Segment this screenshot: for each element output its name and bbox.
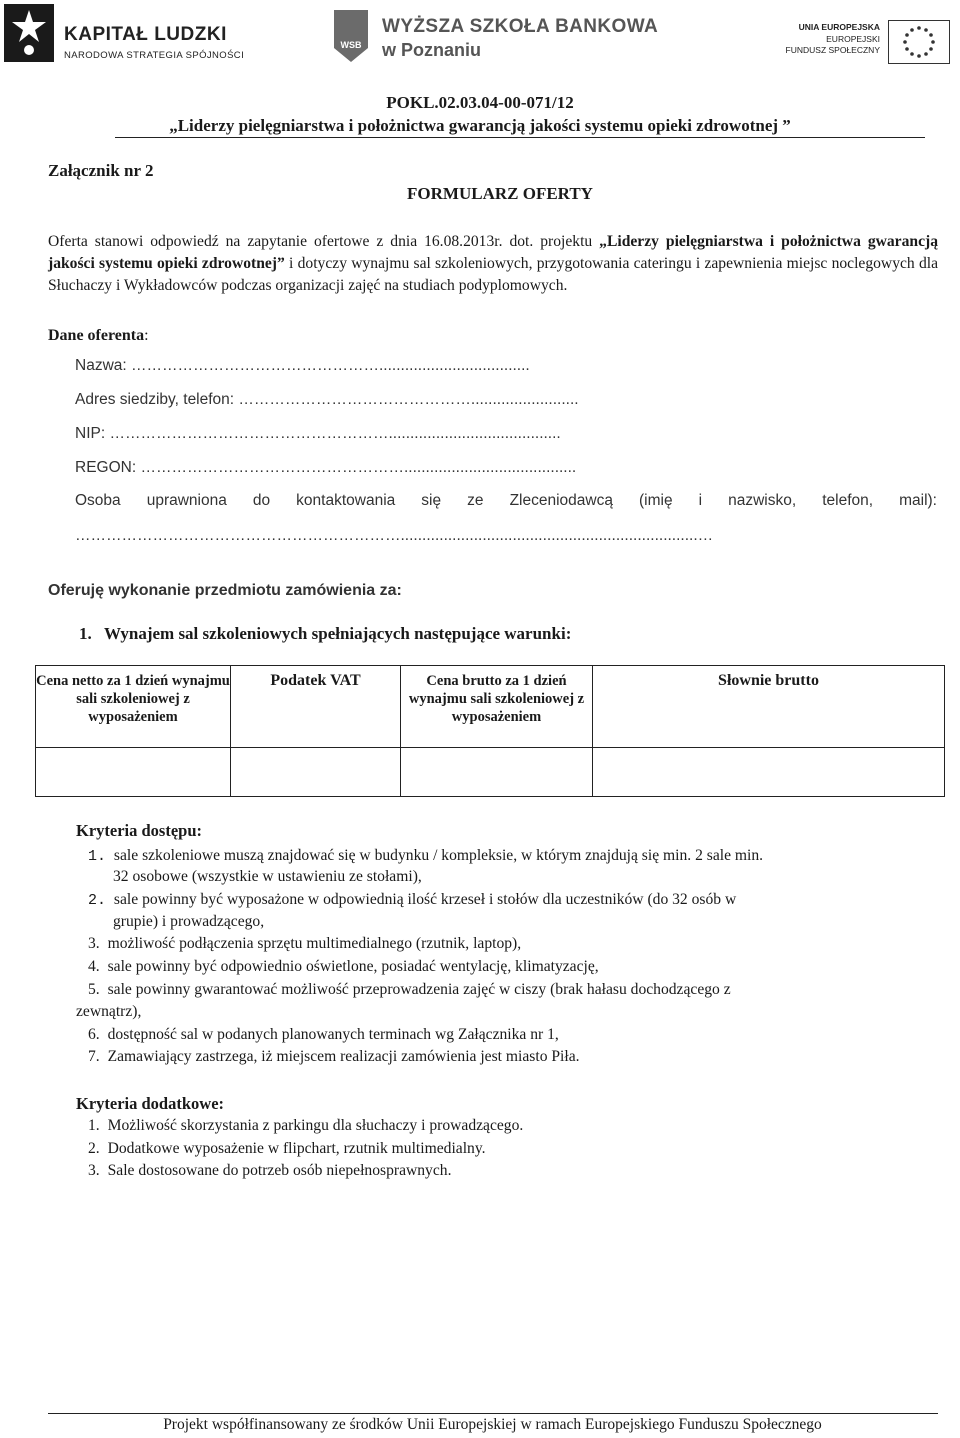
ue-text-block xyxy=(750,22,880,57)
contact-field[interactable]: ……………………………………………………….....................................................................… xyxy=(75,527,714,544)
regon-label: REGON: xyxy=(75,459,137,476)
extra-item-2 xyxy=(88,1138,486,1160)
access-item-text: Zamawiający zastrzega, iż miejscem realizacji zamówienia jest miasto Piła. xyxy=(107,1048,580,1065)
eu-flag-icon xyxy=(888,20,950,64)
extra-item-num: 1. xyxy=(88,1117,100,1134)
vat-cell[interactable] xyxy=(231,748,401,797)
ue-line-2: EUROPEJSKI xyxy=(826,33,880,44)
item1-title: Wynajem sal szkoleniowych spełniających następujące warunki: xyxy=(104,624,572,643)
access-item-1-cont: 32 osobowe (wszystkie w ustawieniu ze stołami), xyxy=(113,868,422,885)
extra-item-num: 2. xyxy=(88,1140,100,1157)
net-price-cell[interactable] xyxy=(36,748,231,797)
extra-item-1 xyxy=(88,1115,523,1137)
access-item-num: 5. xyxy=(88,981,100,998)
extra-item-text: Sale dostosowane do potrzeb osób niepełnosprawnych. xyxy=(107,1162,452,1179)
bidder-heading-text: Dane oferenta xyxy=(48,327,145,344)
access-item-text: sale powinny być wyposażone w odpowiednią ilość krzeseł i stołów dla uczestników (do 32 osób w xyxy=(113,891,737,908)
access-item-3 xyxy=(88,933,521,955)
intro-text-2: i dotyczy wynajmu sal szkoleniowych, przygotowania cateringu i zapewnienia miejsc noclegowych dla Słuchaczy i Wykładowców podczas organizacji zajęć na studiach podyplomowych. xyxy=(48,255,938,294)
regon-row xyxy=(75,459,576,477)
footer-text: Projekt współfinansowany ze środków Unii Europejskiej w ramach Europejskiego Funduszu Społecznego xyxy=(163,1416,822,1433)
address-row xyxy=(75,391,579,409)
wsb-title: WYŻSZA SZKOŁA BANKOWA xyxy=(382,16,659,37)
access-item-num: 2. xyxy=(88,892,107,909)
intro-text-1: Oferta stanowi odpowiedź na zapytanie ofertowe z dnia 16.08.2013r. dot. projektu xyxy=(48,233,600,250)
address-label: Adres siedziby, telefon: xyxy=(75,391,235,408)
access-item-5 xyxy=(88,979,938,1001)
kapital-ludzki-subtitle: NARODOWA STRATEGIA SPÓJNOŚCI xyxy=(64,50,245,61)
access-item-num: 6. xyxy=(88,1026,100,1043)
header-gross-words: Słownie brutto xyxy=(593,666,945,748)
wsb-shield-icon xyxy=(332,8,370,64)
access-item-2 xyxy=(88,889,938,912)
project-title: „Liderzy pielęgniarstwa i położnictwa gwarancją jakości systemu opieki zdrowotnej ” xyxy=(169,116,791,135)
access-item-num: 1. xyxy=(88,848,107,865)
price-table xyxy=(35,665,945,797)
extra-heading: Kryteria dodatkowe: xyxy=(76,1094,225,1113)
extra-item-3 xyxy=(88,1160,451,1182)
intro-project-name: „Liderzy pielęgniarstwa i położnictwa gwarancją jakości systemu opieki zdrowotnej” xyxy=(48,233,938,272)
gross-price-cell[interactable] xyxy=(401,748,593,797)
nip-row xyxy=(75,425,561,443)
offer-heading: Oferuję wykonanie przedmiotu zamówienia za: xyxy=(48,582,402,599)
name-row xyxy=(75,357,530,375)
access-item-num: 3. xyxy=(88,935,100,952)
access-item-text: sale szkoleniowe muszą znajdować się w budynku / kompleksie, w którym znajdują się min. 2 sale min. xyxy=(113,847,764,864)
header-rule xyxy=(115,137,925,138)
access-item-num: 7. xyxy=(88,1048,100,1065)
item1-number: 1. xyxy=(79,624,92,643)
bidder-heading xyxy=(48,327,149,345)
intro-paragraph xyxy=(48,231,938,297)
attachment-label: Załącznik nr 2 xyxy=(48,161,154,180)
access-item-5-cont: zewnątrz), xyxy=(76,1003,142,1020)
ue-logo xyxy=(760,20,960,70)
access-item-text: sale powinny gwarantować możliwość przeprowadzenia zajęć w ciszy (brak hałasu dochodzącego z xyxy=(107,981,731,998)
extra-item-num: 3. xyxy=(88,1162,100,1179)
project-code: POKL.02.03.04-00-071/12 xyxy=(386,93,574,112)
contact-label: Osoba uprawniona do kontaktowania się ze Zleceniodawcą (imię i nazwisko, telefon, mail): xyxy=(75,492,937,509)
header-vat: Podatek VAT xyxy=(231,666,401,748)
gross-words-cell[interactable] xyxy=(593,748,945,797)
ue-line-1: UNIA EUROPEJSKA xyxy=(798,22,880,32)
access-item-7 xyxy=(88,1046,580,1068)
address-field[interactable]: ………………………………………......................... xyxy=(238,391,579,408)
wsb-subtitle: w Poznaniu xyxy=(382,40,481,60)
access-item-text: możliwość podłączenia sprzętu multimedialnego (rzutnik, laptop), xyxy=(107,935,522,952)
access-item-num: 4. xyxy=(88,958,100,975)
kapital-ludzki-title: KAPITAŁ LUDZKI xyxy=(64,24,227,45)
access-item-2-cont: grupie) i prowadzącego, xyxy=(113,913,265,930)
name-label: Nazwa: xyxy=(75,357,127,374)
extra-item-text: Możliwość skorzystania z parkingu dla słuchaczy i prowadzącego. xyxy=(107,1117,524,1134)
ue-line-3: FUNDUSZ SPOŁECZNY xyxy=(785,45,880,55)
footer-rule xyxy=(48,1413,938,1414)
access-item-4 xyxy=(88,956,599,978)
access-item-6 xyxy=(88,1024,559,1046)
table-header-row xyxy=(36,666,945,748)
regon-field[interactable]: ……………………………………………........................................ xyxy=(140,459,577,476)
access-heading: Kryteria dostępu: xyxy=(76,821,203,840)
nip-field[interactable]: ………………………………………………........................................ xyxy=(109,425,561,442)
wsb-logo xyxy=(332,8,672,68)
item1-heading xyxy=(79,624,571,644)
access-item-text: dostępność sal w podanych planowanych terminach wg Załącznika nr 1, xyxy=(107,1026,559,1043)
wsb-badge-text: WSB xyxy=(340,40,362,50)
table-input-row xyxy=(36,748,945,797)
name-field[interactable]: …………………………………………................................... xyxy=(131,357,530,374)
nip-label: NIP: xyxy=(75,425,106,442)
access-item-text: sale powinny być odpowiednio oświetlone, posiadać wentylację, klimatyzację, xyxy=(107,958,599,975)
access-item-1 xyxy=(88,845,938,868)
bidder-heading-colon: : xyxy=(144,327,149,344)
form-title: FORMULARZ OFERTY xyxy=(407,184,593,203)
header-net-price: Cena netto za 1 dzień wynajmu sali szkoleniowej z wyposażeniem xyxy=(36,666,231,748)
extra-item-text: Dodatkowe wyposażenie w flipchart, rzutnik multimedialny. xyxy=(107,1140,486,1157)
kapital-ludzki-logo xyxy=(4,4,264,66)
header-gross-price: Cena brutto za 1 dzień wynajmu sali szkoleniowej z wyposażeniem xyxy=(401,666,593,748)
kapital-ludzki-emblem-icon xyxy=(4,4,54,62)
